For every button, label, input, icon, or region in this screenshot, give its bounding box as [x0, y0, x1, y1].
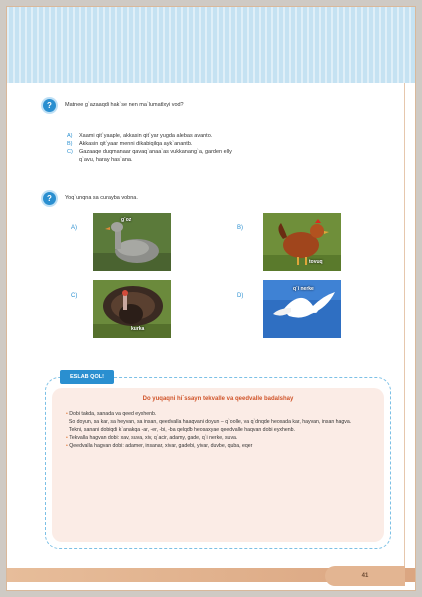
remember-paragraph-4: • Tekvalla hagvan dobi: xav, suva, xiv, q`acir, adamy, gade, q`i nerke, suva. — [66, 435, 238, 441]
goose-photo — [93, 213, 171, 271]
remember-body — [66, 410, 370, 450]
remember-tag: ESLAB QOL! — [60, 370, 114, 384]
bullet-icon: • — [66, 443, 70, 449]
hen-photo — [263, 213, 341, 271]
image-c-label: C) — [71, 293, 78, 299]
turkey-caption: kurka — [131, 326, 145, 332]
remember-paragraph-5: • Qeedvalla hagvan dobi: adamer, insanar, xivar, gadebi, yivar, duvbe, quba, eqer — [66, 443, 253, 449]
turkey-photo — [93, 280, 171, 338]
dove-photo — [263, 280, 341, 338]
remember-paragraph-1: • Dobi takda, sanada va qeed eyxhenb. — [66, 411, 157, 417]
answer-b: B) Akkasin qit`yaar menni dikabiqilqa ayk`anantb. — [67, 141, 193, 147]
bullet-icon: • — [66, 435, 70, 441]
question-2-icon: ? — [43, 192, 56, 205]
answer-c: C) Gazaaqe duqmanaar qavaq`anaa`as vukkanang`a, garden elly — [67, 149, 232, 155]
remember-title: Do yuqaqni hi`ssayn tekvalle va qeedvalle badalshay — [142, 396, 294, 402]
bullet-icon: • — [66, 411, 70, 417]
remember-panel — [52, 388, 384, 542]
answer-a: A) Xaami qit`yaaple, akkasin qit`yar yugda alebas avanto. — [67, 133, 213, 139]
remember-paragraph-2: So doyun, sa kar, sa heyvan, sa insan, qeedvalla haaqvani doyun – q`oolle, va q`dnqde heoxada kar, hayvan, insan hagva. — [68, 419, 352, 425]
question-1-text: Matnee g`azaaqdi hak`se nen ma`lumatlxyi vod? — [65, 102, 184, 108]
remember-box — [45, 374, 391, 549]
answer-c-continued: q`avu, haray has`ana. — [79, 157, 133, 163]
hen-caption: tovuq — [309, 259, 323, 265]
image-d-label: D) — [237, 293, 244, 299]
image-b-label: B) — [237, 225, 243, 231]
goose-caption: g`oz — [121, 217, 132, 223]
question-1-answers — [67, 132, 387, 164]
header-band — [7, 7, 415, 83]
question-1-icon: ? — [43, 99, 56, 112]
dove-caption: q`i nerke — [293, 286, 314, 292]
textbook-page — [6, 6, 416, 591]
question-2-text: Yoq`unqna sa curayba vobna. — [65, 195, 138, 201]
page-number: 41 — [325, 566, 405, 586]
image-a-label: A) — [71, 225, 77, 231]
remember-paragraph-3: Tekni, sanani dobiqdi k`anakqa -ar, -er, -bi, -ba qelqdb heosaxyae qeedvalle haqvan dobi eyxhenb. — [68, 427, 295, 433]
margin-line — [404, 83, 405, 573]
